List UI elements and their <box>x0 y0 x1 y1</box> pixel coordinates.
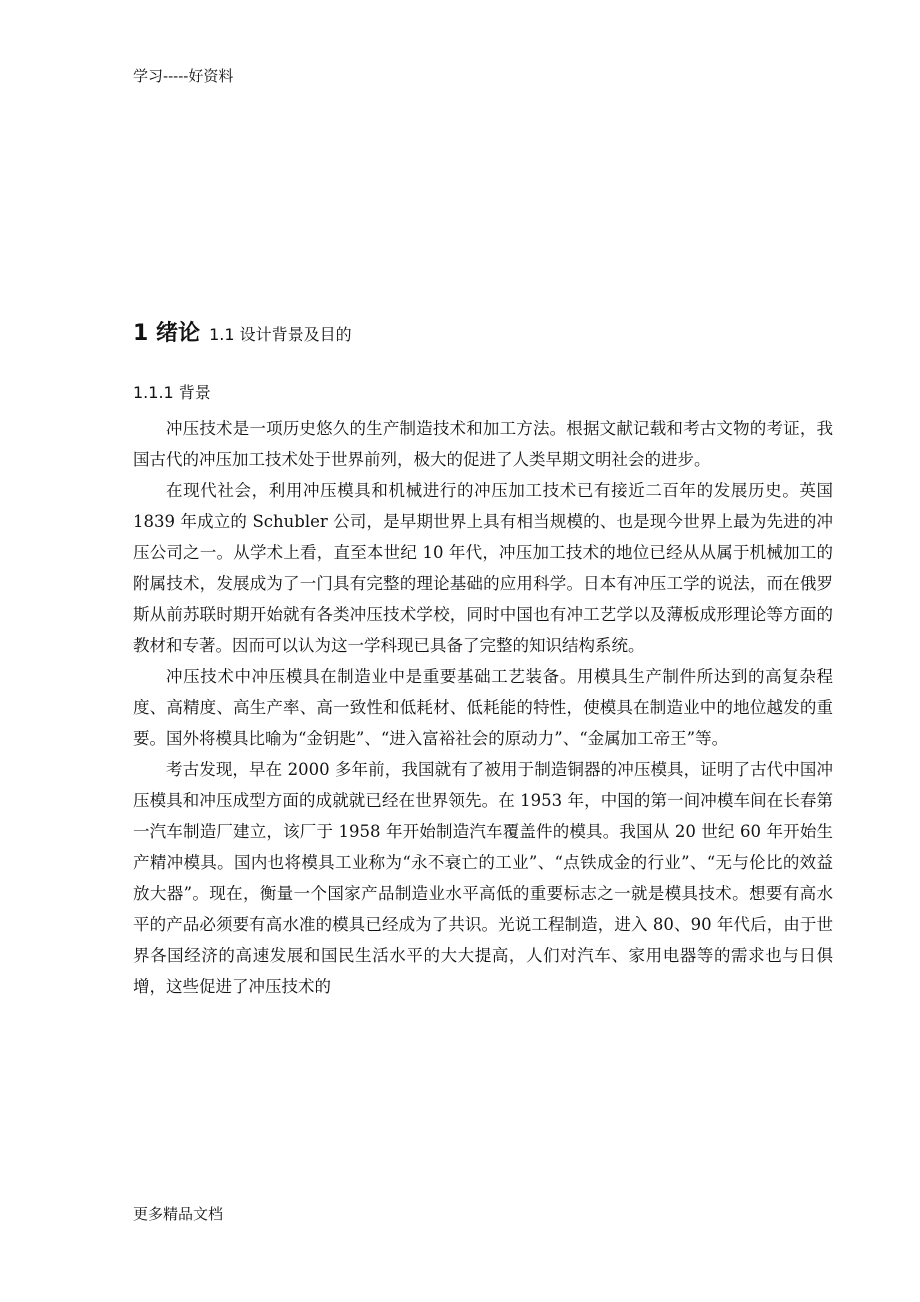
page-header: 学习-----好资料 <box>133 67 234 85</box>
subsection-title: 1.1.1 背景 <box>133 383 211 402</box>
paragraph: 冲压技术中冲压模具在制造业中是重要基础工艺装备。用模具生产制件所达到的高复杂程度、高精度、高生产率、高一致性和低耗材、低耗能的特性，使模具在制造业中的地位越发的重要。国外将模具比喻为“金钥匙”、“进入富裕社会的原动力”、“金属加工帝王”等。 <box>133 667 833 748</box>
page-footer: 更多精品文档 <box>133 1205 224 1223</box>
paragraph: 在现代社会，利用冲压模具和机械进行的冲压加工技术已有接近二百年的发展历史。英国 1839 年成立的 Schubler 公司，是早期世界上具有相当规模的、也是现今世界上最为先进的冲压公司之一。从学术上看，直至本世纪 10 年代，冲压加工技术的地位已经从从属于机械加工的附属技术，发展成为了一门具有完整的理论基础的应用科学。日本有冲压工学的说法，而在俄罗斯从前苏联时期开始就有各类冲压技术学校，同时中国也有冲工艺学以及薄板成形理论等方面的教材和专著。因而可以认为这一学科现已具备了完整的知识结构系统。 <box>133 481 833 655</box>
paragraph: 冲压技术是一项历史悠久的生产制造技术和加工方法。根据文献记载和考古文物的考证，我国古代的冲压加工技术处于世界前列，极大的促进了人类早期文明社会的进步。 <box>133 419 833 469</box>
body-text <box>133 413 833 1002</box>
chapter-title: 1 绪论 <box>133 321 200 346</box>
section-title: 1.1 设计背景及目的 <box>209 325 352 344</box>
paragraph: 考古发现，早在 2000 多年前，我国就有了被用于制造铜器的冲压模具，证明了古代中国冲压模具和冲压成型方面的成就就已经在世界领先。在 1953 年，中国的第一间冲模车间在长春第一汽车制造厂建立，该厂于 1958 年开始制造汽车覆盖件的模具。我国从 20 世纪 60 年开始生产精冲模具。国内也将模具工业称为“永不衰亡的工业”、“点铁成金的行业”、“无与伦比的效益放大器”。现在，衡量一个国家产品制造业水平高低的重要标志之一就是模具技术。想要有高水平的产品必须要有高水准的模具已经成为了共识。光说工程制造，进入 80、90 年代后，由于世界各国经济的高速发展和国民生活水平的大大提高，人们对汽车、家用电器等的需求也与日俱增，这些促进了冲压技术的 <box>133 760 833 996</box>
chapter-heading <box>133 318 352 351</box>
